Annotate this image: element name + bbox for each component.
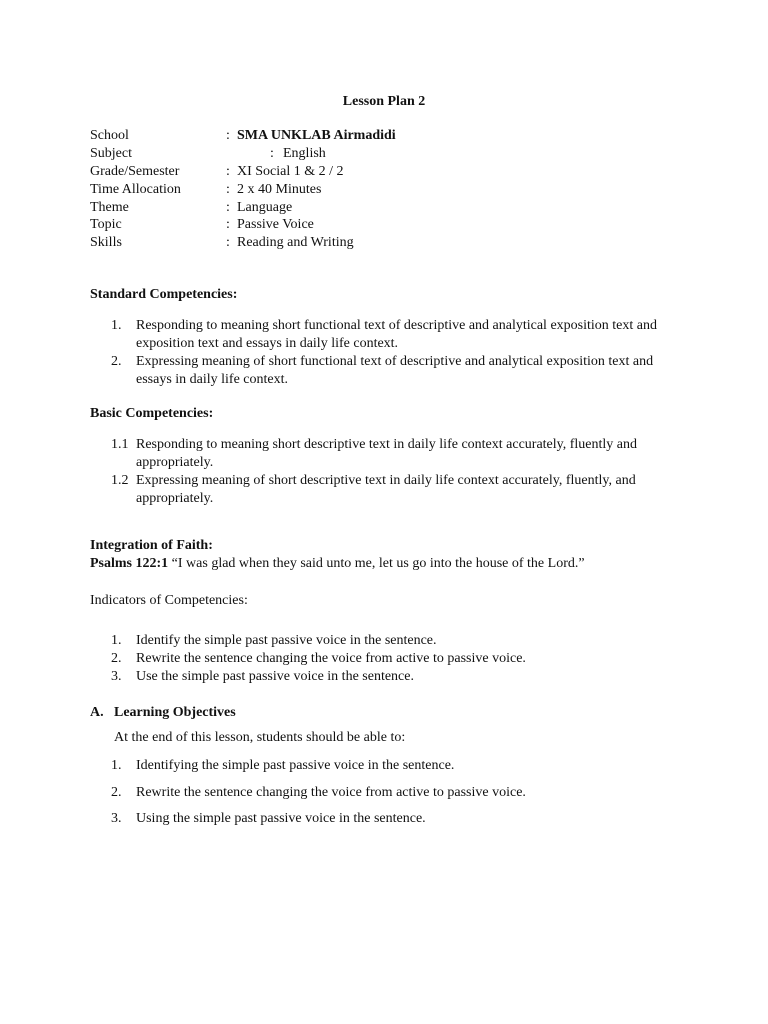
basic-competencies-list (111, 436, 691, 508)
info-value: Passive Voice (237, 217, 314, 232)
standard-competencies-list (111, 317, 691, 389)
list-item (111, 668, 691, 686)
item-number: 1. (111, 318, 122, 333)
info-value: 2 x 40 Minutes (237, 182, 322, 197)
item-text: Using the simple past passive voice in the sentence. (136, 811, 426, 826)
info-label: School (90, 128, 129, 143)
document-title: Lesson Plan 2 (342, 94, 426, 109)
item-number: 1.2 (111, 473, 129, 488)
list-item (111, 472, 691, 508)
info-value: XI Social 1 & 2 / 2 (237, 164, 344, 179)
indicators-heading: Indicators of Competencies: (90, 593, 248, 608)
item-text: Use the simple past passive voice in the sentence. (136, 669, 414, 684)
item-text: Rewrite the sentence changing the voice from active to passive voice. (136, 785, 526, 800)
verse-reference: Psalms 122:1 (90, 556, 169, 571)
info-label: Subject (90, 146, 132, 161)
faith-verse (90, 555, 585, 573)
info-label: Skills (90, 235, 122, 250)
info-colon: : (226, 164, 230, 179)
item-number: 2. (111, 785, 122, 800)
learning-objectives-letter: A. (90, 705, 104, 720)
basic-competencies-heading: Basic Competencies: (90, 406, 214, 421)
item-number: 2. (111, 354, 122, 369)
integration-of-faith-heading: Integration of Faith: (90, 538, 213, 553)
info-label: Grade/Semester (90, 164, 180, 179)
standard-competencies-heading: Standard Competencies: (90, 287, 238, 302)
info-colon: : (226, 235, 230, 250)
verse-quote: “I was glad when they said unto me, let us go into the house of the Lord.” (168, 556, 585, 571)
indicators-list (111, 632, 691, 686)
list-item (111, 436, 691, 472)
info-colon: : (226, 217, 230, 232)
list-item (111, 632, 691, 650)
info-value: Language (237, 200, 293, 215)
item-number: 3. (111, 669, 122, 684)
item-number: 1. (111, 633, 122, 648)
item-text: Expressing meaning of short functional text of descriptive and analytical exposition text and essays in daily life context. (136, 354, 654, 387)
info-label: Topic (90, 217, 122, 232)
info-label: Theme (90, 200, 129, 215)
item-text: Identifying the simple past passive voice in the sentence. (136, 758, 455, 773)
info-label: Time Allocation (90, 182, 181, 197)
item-number: 1.1 (111, 437, 129, 452)
list-item (111, 317, 691, 353)
info-colon: : (226, 200, 230, 215)
item-text: Responding to meaning short descriptive text in daily life context accurately, fluently and appropriately. (136, 437, 638, 470)
info-value: SMA UNKLAB Airmadidi (237, 128, 396, 143)
info-colon: : (270, 146, 274, 161)
info-colon: : (226, 128, 230, 143)
item-text: Rewrite the sentence changing the voice from active to passive voice. (136, 651, 526, 666)
item-number: 2. (111, 651, 122, 666)
list-item (111, 650, 691, 668)
item-number: 1. (111, 758, 122, 773)
info-colon: : (226, 182, 230, 197)
item-text: Expressing meaning of short descriptive text in daily life context accurately, fluently, and appropriately. (136, 473, 636, 506)
item-text: Identify the simple past passive voice in the sentence. (136, 633, 437, 648)
info-value: Reading and Writing (237, 235, 354, 250)
learning-objectives-heading: Learning Objectives (114, 705, 236, 720)
objectives-intro: At the end of this lesson, students should be able to: (114, 730, 406, 745)
info-value: English (283, 146, 326, 161)
list-item (111, 353, 691, 389)
item-number: 3. (111, 811, 122, 826)
item-text: Responding to meaning short functional text of descriptive and analytical exposition text and exposition text and essays in daily life context. (136, 318, 657, 351)
